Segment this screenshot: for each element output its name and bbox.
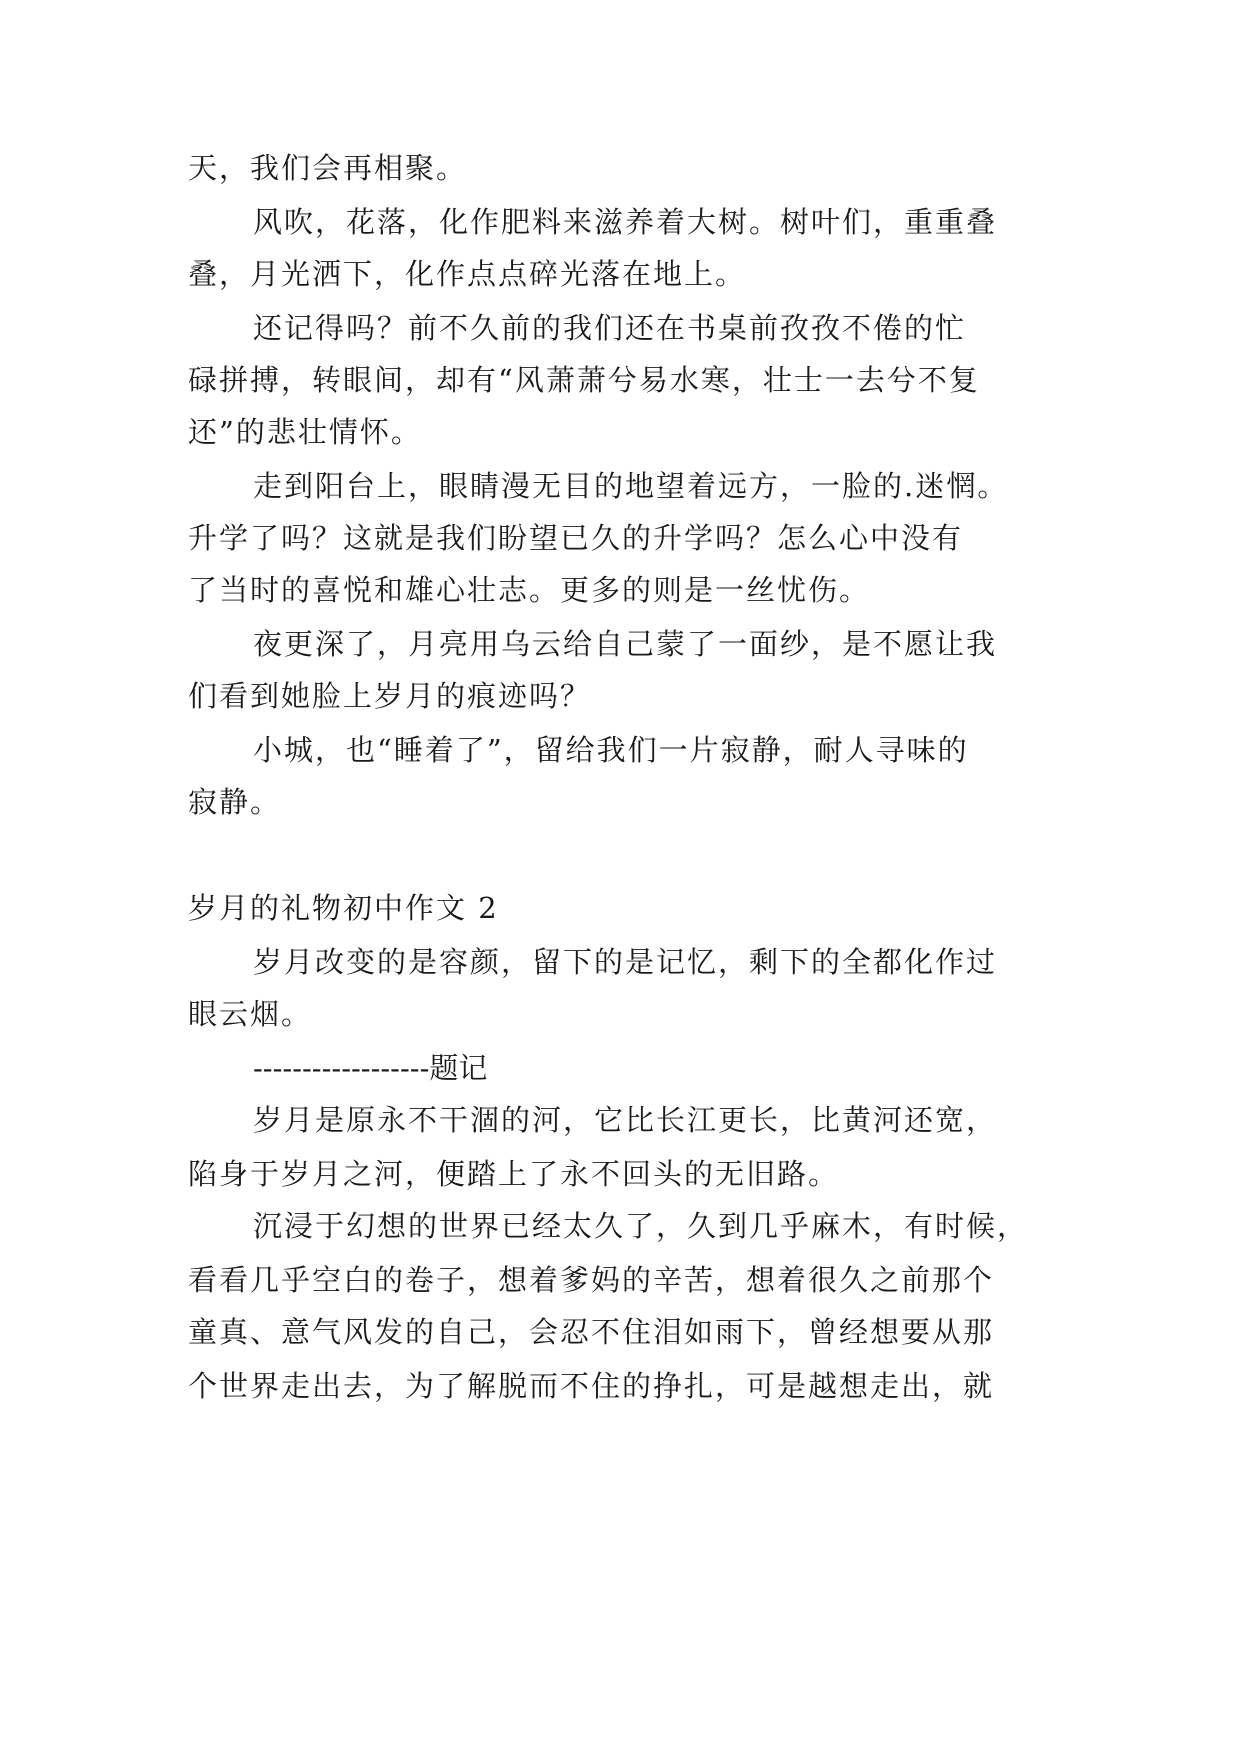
paragraph-line: 还”的悲壮情怀。: [188, 415, 422, 449]
paragraph-line: 走到阳台上，眼睛漫无目的地望着远方，一脸的.迷惘。: [253, 469, 1009, 503]
epigraph-attribution: ------------------题记: [253, 1051, 488, 1085]
paragraph-line: 了当时的喜悦和雄心壮志。更多的则是一丝忧伤。: [188, 573, 871, 607]
paragraph-line: 碌拼搏，转眼间，却有“风萧萧兮易水寒，壮士一去兮不复: [188, 363, 980, 397]
paragraph-line: 陷身于岁月之河，便踏上了永不回头的无旧路。: [188, 1157, 840, 1191]
paragraph-line: 眼云烟。: [188, 997, 313, 1031]
paragraph-line: 叠，月光洒下，化作点点碎光落在地上。: [188, 257, 747, 291]
paragraph-line: 天，我们会再相聚。: [188, 151, 468, 185]
paragraph-line: 寂静。: [188, 785, 282, 819]
paragraph-line: 看看几乎空白的卷子，想着爹妈的辛苦，想着很久之前那个: [188, 1263, 995, 1297]
paragraph-line: 童真、意气风发的自己，会忍不住泪如雨下，曾经想要从那: [188, 1315, 995, 1349]
paragraph-line: 们看到她脸上岁月的痕迹吗？: [188, 679, 592, 713]
paragraph-line: 沉浸于幻想的世界已经太久了，久到几乎麻木，有时候，: [253, 1209, 1029, 1243]
paragraph-line: 个世界走出去，为了解脱而不住的挣扎，可是越想走出，就: [188, 1369, 995, 1403]
paragraph-line: 小城，也“睡着了”，留给我们一片寂静，耐人寻味的: [253, 733, 969, 767]
paragraph-line: 还记得吗？前不久前的我们还在书桌前孜孜不倦的忙: [253, 311, 967, 345]
paragraph-line: 风吹，花落，化作肥料来滋养着大树。树叶们，重重叠: [253, 205, 998, 239]
section-heading: 岁月的礼物初中作文 2: [188, 891, 499, 925]
paragraph-line: 升学了吗？这就是我们盼望已久的升学吗？怎么心中没有: [188, 521, 964, 555]
paragraph-line: 岁月改变的是容颜，留下的是记忆，剩下的全都化作过: [253, 945, 998, 979]
paragraph-line: 岁月是原永不干涸的河，它比长江更长，比黄河还宽，: [253, 1103, 998, 1137]
paragraph-line: 夜更深了，月亮用乌云给自己蒙了一面纱，是不愿让我: [253, 627, 998, 661]
